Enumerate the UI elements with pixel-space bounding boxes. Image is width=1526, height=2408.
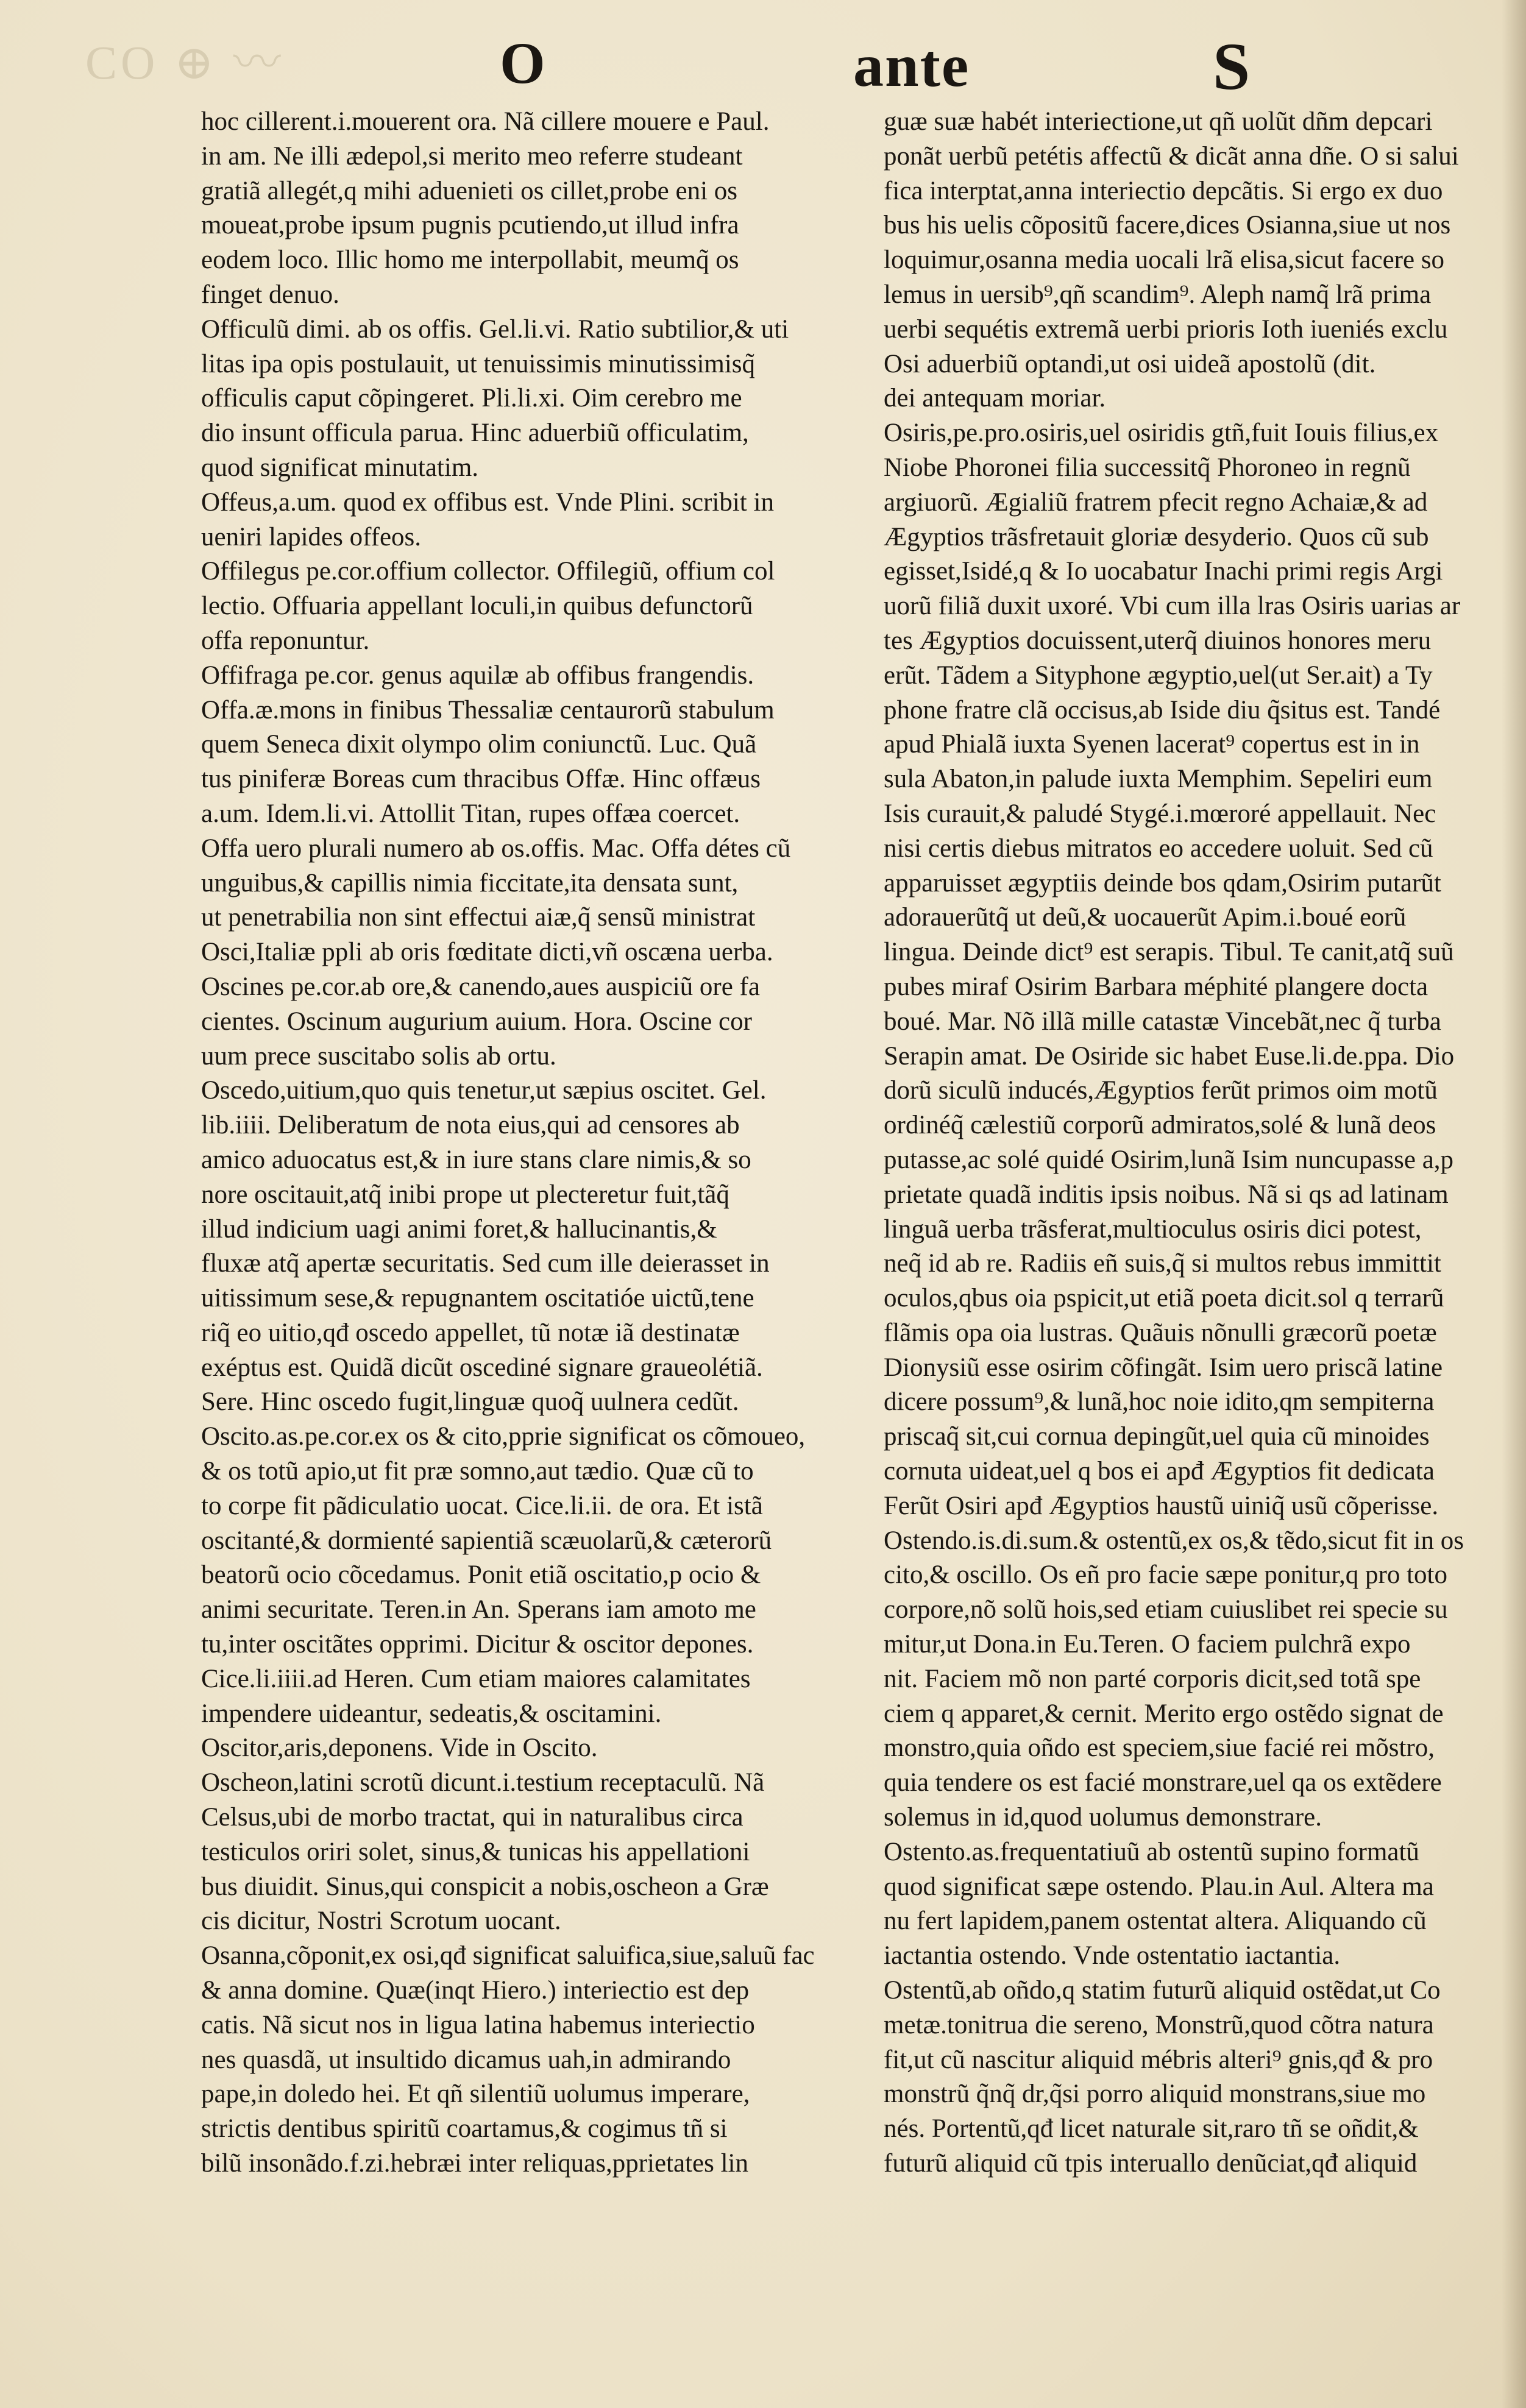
text-line: solemus in id,quod uolumus demonstrare. <box>884 1803 1322 1832</box>
text-line: amico aduocatus est,& in iure stans clare nimis,& so <box>201 1145 751 1174</box>
text-line: flãmis opa oia lustras. Quãuis nõnulli græcorũ poetæ <box>884 1318 1437 1347</box>
text-line: Ostento.as.frequentatiuũ ab ostentũ supino formatũ <box>884 1837 1419 1866</box>
text-line: neq̃ id ab re. Radiis eñ suis,q̃ si multos rebus immittit <box>884 1249 1441 1278</box>
text-line: catis. Nã sicut nos in ligua latina habemus interiectio <box>201 2010 755 2039</box>
text-line: exéptus est. Quidã dicũt oscediné signare graueolétiã. <box>201 1353 763 1382</box>
text-line: pubes miraf Osirim Barbara méphité plangere docta <box>884 972 1428 1001</box>
text-line: fluxæ atq̃ apertæ securitatis. Sed cum ille deierasset in <box>201 1249 770 1278</box>
text-line: quod significat sæpe ostendo. Plau.in Aul. Altera ma <box>884 1872 1434 1901</box>
text-line: Celsus,ubi de morbo tractat, qui in naturalibus circa <box>201 1803 743 1832</box>
text-line: Osiris,pe.pro.osiris,uel osiridis gtñ,fuit Iouis filius,ex <box>884 419 1439 448</box>
text-line: Osanna,cõponit,ex osi,qđ significat saluifica,siue,saluũ fac <box>201 1941 815 1971</box>
text-line: uerbi sequétis extremã uerbi prioris Ioth iueniés exclu <box>884 314 1448 344</box>
text-line: dei antequam moriar. <box>884 384 1106 413</box>
text-line: tes Ægyptios docuissent,uterq̃ diuinos honores meru <box>884 626 1432 655</box>
text-line: ut penetrabilia non sint effectui aiæ,q̃ sensũ ministrat <box>201 903 756 932</box>
text-line: nore oscitauit,atq̃ inibi prope ut plecteretur fuit,tãq̃ <box>201 1180 729 1209</box>
text-line: Ferũt Osiri apđ Ægyptios haustũ uiniq̃ usũ cõperisse. <box>884 1491 1439 1520</box>
left-text-column <box>201 105 841 2181</box>
text-line: guæ suæ habét interiectione,ut qñ uolũt dñm depcari <box>884 107 1433 136</box>
text-line: monstro,quia oñdo est speciem,siue facié rei mõstro, <box>884 1733 1435 1763</box>
text-line: lib.iiii. Deliberatum de nota eius,qui ad censores ab <box>201 1111 740 1140</box>
text-line: in am. Ne illi ædepol,si merito meo referre studeant <box>201 141 743 171</box>
text-line: priscaq̃ sit,cui cornua depingũt,uel quia cũ minoides <box>884 1422 1430 1451</box>
page-header <box>0 24 1526 104</box>
text-line: tus piniferæ Boreas cum thracibus Offæ. Hinc offæus <box>201 765 761 794</box>
text-line: loquimur,osanna media uocali lrã elisa,sicut facere so <box>884 246 1445 275</box>
text-line: cornuta uideat,uel q bos ei apđ Ægyptios fit dedicata <box>884 1457 1435 1486</box>
text-line: gratiã allegét,q mihi aduenieti os cillet,probe eni os <box>201 176 738 205</box>
text-line: Isis curauit,& paludé Stygé.i.mœroré appellauit. Nec <box>884 799 1436 828</box>
text-line: litas ipa opis postulauit, ut tenuissimis minutissimisq̃ <box>201 349 756 378</box>
text-line: putasse,ac solé quidé Osirim,lunã Isim nuncupasse a,p <box>884 1145 1454 1174</box>
text-line: to corpe fit pãdiculatio uocat. Cice.li.ii. de ora. Et istã <box>201 1491 763 1520</box>
text-line: nit. Faciem mõ non parté corporis dicit,sed totã spe <box>884 1664 1421 1693</box>
text-line: quod significat minutatim. <box>201 453 479 482</box>
text-line: lemus in uersib⁹,qñ scandim⁹. Aleph namq̃ lrã prima <box>884 280 1432 309</box>
page-edge-shadow <box>1502 0 1526 2408</box>
text-line: ponãt uerbũ petétis affectũ & dicãt anna dñe. O si salui <box>884 141 1459 171</box>
text-line: animi securitate. Teren.in An. Sperans iam amoto me <box>201 1595 756 1624</box>
text-line: illud indicium uagi animi foret,& hallucinantis,& <box>201 1214 717 1244</box>
text-line: moueat,probe ipsum pugnis pcutiendo,ut illud infra <box>201 211 739 240</box>
text-line: fica interptat,anna interiectio depcãtis. Si ergo ex duo <box>884 176 1443 205</box>
text-line: egisset,Isidé,q & Io uocabatur Inachi primi regis Argi <box>884 557 1443 586</box>
text-line: Sere. Hinc oscedo fugit,linguæ quoq̃ uulnera cedũt. <box>201 1387 739 1417</box>
text-line: lectio. Offuaria appellant loculi,in quibus defunctorũ <box>201 592 753 621</box>
text-line: & os totũ apio,ut fit præ somno,aut tædio. Quæ cũ to <box>201 1457 754 1486</box>
text-line: argiuorũ. Ægialiũ fratrem pfecit regno Achaiæ,& ad <box>884 487 1428 517</box>
text-line: dorũ siculũ inducés,Ægyptios ferũt primos oim motũ <box>884 1076 1438 1105</box>
text-line: cito,& oscillo. Os eñ pro facie sæpe ponitur,q pro toto <box>884 1560 1448 1590</box>
header-right-initial: S <box>1213 29 1251 104</box>
text-line: ordinéq̃ cælestiũ corporũ admiratos,solé & lunã deos <box>884 1111 1436 1140</box>
text-line: ciem q apparet,& cernit. Merito ergo ostẽdo signat de <box>884 1699 1444 1728</box>
text-line: Serapin amat. De Osiride sic habet Euse.li.de.ppa. Dio <box>884 1041 1455 1071</box>
text-line: Oscito.as.pe.cor.ex os & cito,pprie significat os cõmoueo, <box>201 1422 806 1451</box>
text-line: iactantia ostendo. Vnde ostentatio iactantia. <box>884 1941 1341 1971</box>
text-line: bus his uelis cõpositũ facere,dices Osianna,siue ut nos <box>884 211 1451 240</box>
text-line: testiculos oriri solet, sinus,& tunicas his appellationi <box>201 1837 750 1866</box>
text-line: hoc cillerent.i.mouerent ora. Nã cillere mouere e Paul. <box>201 107 770 136</box>
show-through-text: CO ⊕ 〰 <box>85 36 285 89</box>
text-line: Officulũ dimi. ab os offis. Gel.li.vi. Ratio subtilior,& uti <box>201 314 789 344</box>
text-line: finget denuo. <box>201 280 339 309</box>
text-line: Osi aduerbiũ optandi,ut osi uideã apostolũ (dit. <box>884 349 1376 378</box>
text-line: sula Abaton,in palude iuxta Memphim. Sepeliri eum <box>884 765 1433 794</box>
text-line: impendere uideantur, sedeatis,& oscitamini. <box>201 1699 662 1728</box>
text-line: officulis caput cõpingeret. Pli.li.xi. Oim cerebro me <box>201 384 742 413</box>
text-line: a.um. Idem.li.vi. Attollit Titan, rupes offæa coercet. <box>201 799 740 828</box>
text-line: cientes. Oscinum augurium auium. Hora. Oscine cor <box>201 1007 752 1036</box>
text-line: beatorũ ocio cõcedamus. Ponit etiã oscitatio,p ocio & <box>201 1560 761 1590</box>
header-running-title: ante <box>853 32 970 99</box>
text-line: linguã uerba trãsferat,multioculus osiris dici potest, <box>884 1214 1422 1244</box>
text-line: oculos,qbus oia pspicit,ut etiã poeta dicit.sol q terrarũ <box>884 1284 1444 1313</box>
text-line: metæ.tonitrua die sereno, Monstrũ,quod cõtra natura <box>884 2010 1434 2039</box>
text-line: ueniri lapides offeos. <box>201 522 422 551</box>
text-line: erũt. Tãdem a Sityphone ægyptio,uel(ut Ser.ait) a Ty <box>884 660 1433 690</box>
text-line: adorauerũtq̃ ut deũ,& uocauerũt Apim.i.boué eorũ <box>884 903 1407 932</box>
text-line: Oscheon,latini scrotũ dicunt.i.testium receptaculũ. Nã <box>201 1768 765 1797</box>
text-line: bus diuidit. Sinus,qui conspicit a nobis,oscheon a Græ <box>201 1872 769 1901</box>
text-line: Offifraga pe.cor. genus aquilæ ab offibus frangendis. <box>201 660 754 690</box>
text-line: uum prece suscitabo solis ab ortu. <box>201 1041 556 1071</box>
text-line: tu,inter oscitãtes opprimi. Dicitur & oscitor depones. <box>201 1630 754 1659</box>
right-text-column <box>884 105 1481 2181</box>
text-line: nes quasdã, ut insultido dicamus uah,in admirando <box>201 2045 731 2074</box>
text-line: cis dicitur, Nostri Scrotum uocant. <box>201 1907 561 1936</box>
text-line: fit,ut cũ nascitur aliquid mébris alteri⁹ gnis,qđ & pro <box>884 2045 1433 2074</box>
text-line: dio insunt officula parua. Hinc aduerbiũ officulatim, <box>201 419 749 448</box>
text-line: Oscitor,aris,deponens. Vide in Oscito. <box>201 1733 598 1763</box>
text-line: futurũ aliquid cũ tpis interuallo denũciat,qđ aliquid <box>884 2149 1418 2178</box>
text-line: boué. Mar. Nõ illã mille catastæ Vincebãt,nec q̃ turba <box>884 1007 1441 1036</box>
text-line: Osci,Italiæ ppli ab oris fœditate dicti,vñ oscæna uerba. <box>201 938 773 967</box>
text-line: lingua. Deinde dict⁹ est serapis. Tibul. Te canit,atq̃ suũ <box>884 938 1454 967</box>
text-line: corpore,nõ solũ hois,sed etiam cuiuslibet rei specie su <box>884 1595 1448 1624</box>
text-line: Ostendo.is.di.sum.& ostentũ,ex os,& tẽdo,sicut fit in os <box>884 1526 1464 1555</box>
text-line: pape,in doledo hei. Et qñ silentiũ uolumus imperare, <box>201 2080 750 2109</box>
text-line: phone fratre clã occisus,ab Iside diu q̃situs est. Tandé <box>884 695 1441 724</box>
text-line: riq̃ eo uitio,qđ oscedo appellet, tũ notæ iã destinatæ <box>201 1318 740 1347</box>
text-line: Dionysiũ esse osirim cõfingãt. Isim uero priscã latine <box>884 1353 1443 1382</box>
text-line: bilũ insonãdo.f.zi.hebræi inter reliquas,pprietates lin <box>201 2149 749 2178</box>
text-line: unguibus,& capillis nimia ficcitate,ita densata sunt, <box>201 868 739 898</box>
text-line: uorũ filiã duxit uxoré. Vbi cum illa lras Osiris uarias ar <box>884 592 1461 621</box>
header-left-initial: O <box>500 30 545 96</box>
text-line: Offa uero plurali numero ab os.offis. Mac. Offa détes cũ <box>201 834 791 863</box>
text-line: nu fert lapidem,panem ostentat altera. Aliquando cũ <box>884 1907 1427 1936</box>
text-line: quem Seneca dixit olympo olim coniunctũ. Luc. Quã <box>201 730 757 759</box>
text-line: Ostentũ,ab oñdo,q statim futurũ aliquid ostẽdat,ut Co <box>884 1976 1441 2005</box>
text-line: Offilegus pe.cor.offium collector. Offilegiũ, offium col <box>201 557 775 586</box>
text-line: prietate quadã inditis ipsis noibus. Nã si qs ad latinam <box>884 1180 1449 1209</box>
text-line: dicere possum⁹,& lunã,hoc noie idito,qm sempiterna <box>884 1387 1435 1417</box>
text-line: Oscedo,uitium,quo quis tenetur,ut sæpius oscitet. Gel. <box>201 1076 767 1105</box>
text-line: monstrũ q̃nq̃ dr,q̃si porro aliquid monstrans,siue mo <box>884 2080 1426 2109</box>
text-line: apud Phialã iuxta Syenen lacerat⁹ copertus est in in <box>884 730 1420 759</box>
text-line: Cice.li.iiii.ad Heren. Cum etiam maiores calamitates <box>201 1664 751 1693</box>
text-line: apparuisset ægyptiis deinde bos qdam,Osirim putarũt <box>884 868 1441 898</box>
text-line: Ægyptios trãsfretauit gloriæ desyderio. Quos cũ sub <box>884 522 1429 551</box>
text-line: mitur,ut Dona.in Eu.Teren. O faciem pulchrã expo <box>884 1630 1411 1659</box>
text-line: eodem loco. Illic homo me interpollabit, meumq̃ os <box>201 246 739 275</box>
text-line: strictis dentibus spiritũ coartamus,& cogimus tñ si <box>201 2114 728 2144</box>
text-line: nisi certis diebus mitratos eo accedere uoluit. Sed cũ <box>884 834 1433 863</box>
text-line: nés. Portentũ,qđ licet naturale sit,raro tñ se oñdit,& <box>884 2114 1419 2144</box>
text-line: oscitanté,& dormienté sapientiã scæuolarũ,& cæterorũ <box>201 1526 772 1555</box>
text-line: Offa.æ.mons in finibus Thessaliæ centaurorũ stabulum <box>201 695 775 724</box>
text-line: offa reponuntur. <box>201 626 370 655</box>
text-line: Niobe Phoronei filia successitq̃ Phoroneo in regnũ <box>884 453 1411 482</box>
text-line: Offeus,a.um. quod ex offibus est. Vnde Plini. scribit in <box>201 487 774 517</box>
text-line: quia tendere os est facié monstrare,uel qa os extẽdere <box>884 1768 1442 1797</box>
text-line: uitissimum sese,& repugnantem oscitatióe uictũ,tene <box>201 1284 754 1313</box>
text-line: & anna domine. Quæ(inqt Hiero.) interiectio est dep <box>201 1976 750 2005</box>
text-line: Oscines pe.cor.ab ore,& canendo,aues auspiciũ ore fa <box>201 972 760 1001</box>
